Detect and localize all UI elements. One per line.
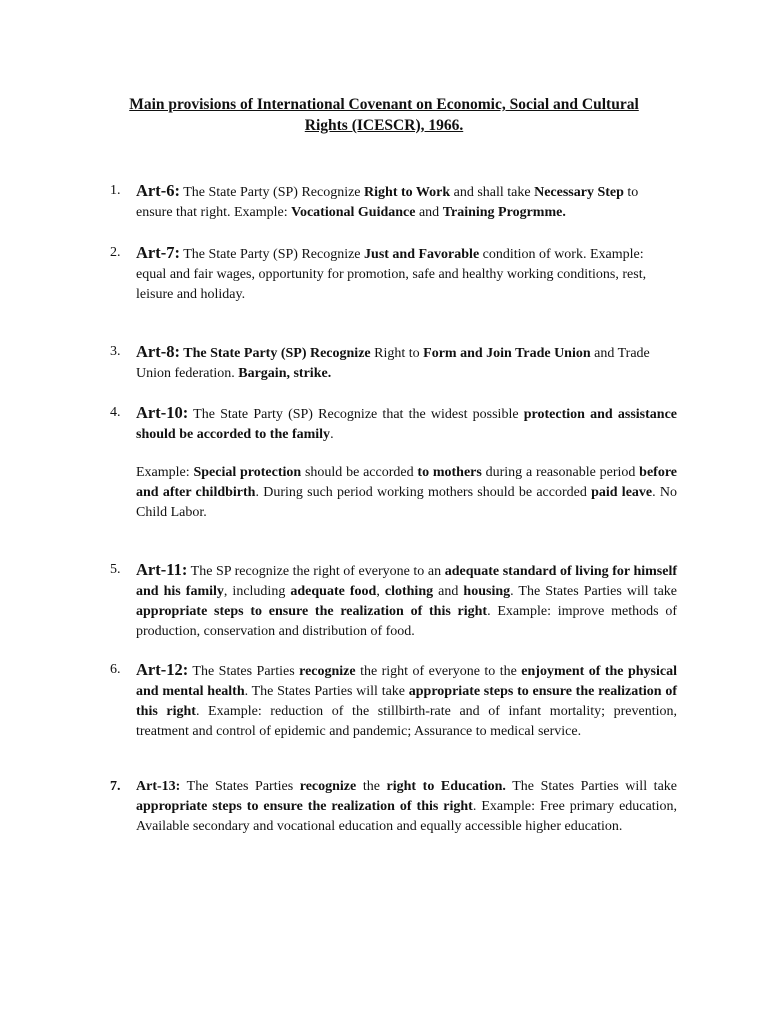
- item-number: 5.: [110, 562, 121, 577]
- article-label: Art-11:: [136, 560, 188, 579]
- item-number: 3.: [110, 344, 121, 359]
- item-number: 6.: [110, 662, 121, 677]
- document-title: [70, 94, 698, 136]
- article-label: Art-6:: [136, 181, 180, 200]
- list-item-art-7: 2. Art-7: The State Party (SP) Recognize Just and Favorable condition of work. Example: equal and fair wages, opportunity for promotion, safe and healthy working conditions, rest, leisure and holiday.: [110, 243, 647, 302]
- list-item-art-6: 1. Art-6: The State Party (SP) Recognize Right to Work and shall take Necessary Step to ensure that right. Example: Vocational Guidance and Training Progrmme.: [110, 181, 639, 220]
- title-line-2: Rights (ICESCR), 1966.: [304, 117, 464, 134]
- item-number: 4.: [110, 405, 121, 420]
- list-item-art-11: 5. Art-11: The SP recognize the right of everyone to an adequate standard of living for himself and his family, including adequate food, clothing and housing. The States Parties will take appropriate steps to ensure the realization of this right. Example: improve methods of production, conservation and distribution of food.: [110, 560, 678, 639]
- list-item-art-10: 4. Art-10: The State Party (SP) Recognize that the widest possible protection and assistance should be accorded to the family. Example: Special protection should be accorded to mothers during a reasonable period before and after childbirth. During such period working mothers should be accorded paid leave. No Child Labor.: [136, 403, 677, 523]
- item-number: 7.: [110, 779, 121, 794]
- article-label: Art-13:: [136, 779, 181, 794]
- article-label: Art-8:: [136, 342, 180, 361]
- example-paragraph: Example: Special protection should be accorded to mothers during a reasonable period before and after childbirth. During such period working mothers should be accorded paid leave. No Child Labor.: [136, 465, 677, 520]
- list-item-art-12: 6. Art-12: The States Parties recognize the right of everyone to the enjoyment of the physical and mental health. The States Parties will take appropriate steps to ensure the realization of this right. Example: reduction of the stillbirth-rate and of infant mortality; prevention, treatment and control of epidemic and pandemic; Assurance to medical service.: [110, 660, 678, 739]
- item-number: 2.: [110, 245, 121, 260]
- title-line-1: Main provisions of International Covenant on Economic, Social and Cultural: [129, 96, 639, 113]
- item-number: 1.: [110, 183, 121, 198]
- article-label: Art-10:: [136, 403, 189, 422]
- article-label: Art-7:: [136, 243, 180, 262]
- article-label: Art-12:: [136, 660, 189, 679]
- list-item-art-8: 3. Art-8: The State Party (SP) Recognize Right to Form and Join Trade Union and Trade Union federation. Bargain, strike.: [110, 342, 650, 381]
- list-item-art-13: 7. Art-13: The States Parties recognize the right to Education. The States Parties will take appropriate steps to ensure the realization of this right. Example: Free primary education, Available secondary and vocational education and equally accessible higher education.: [110, 779, 677, 834]
